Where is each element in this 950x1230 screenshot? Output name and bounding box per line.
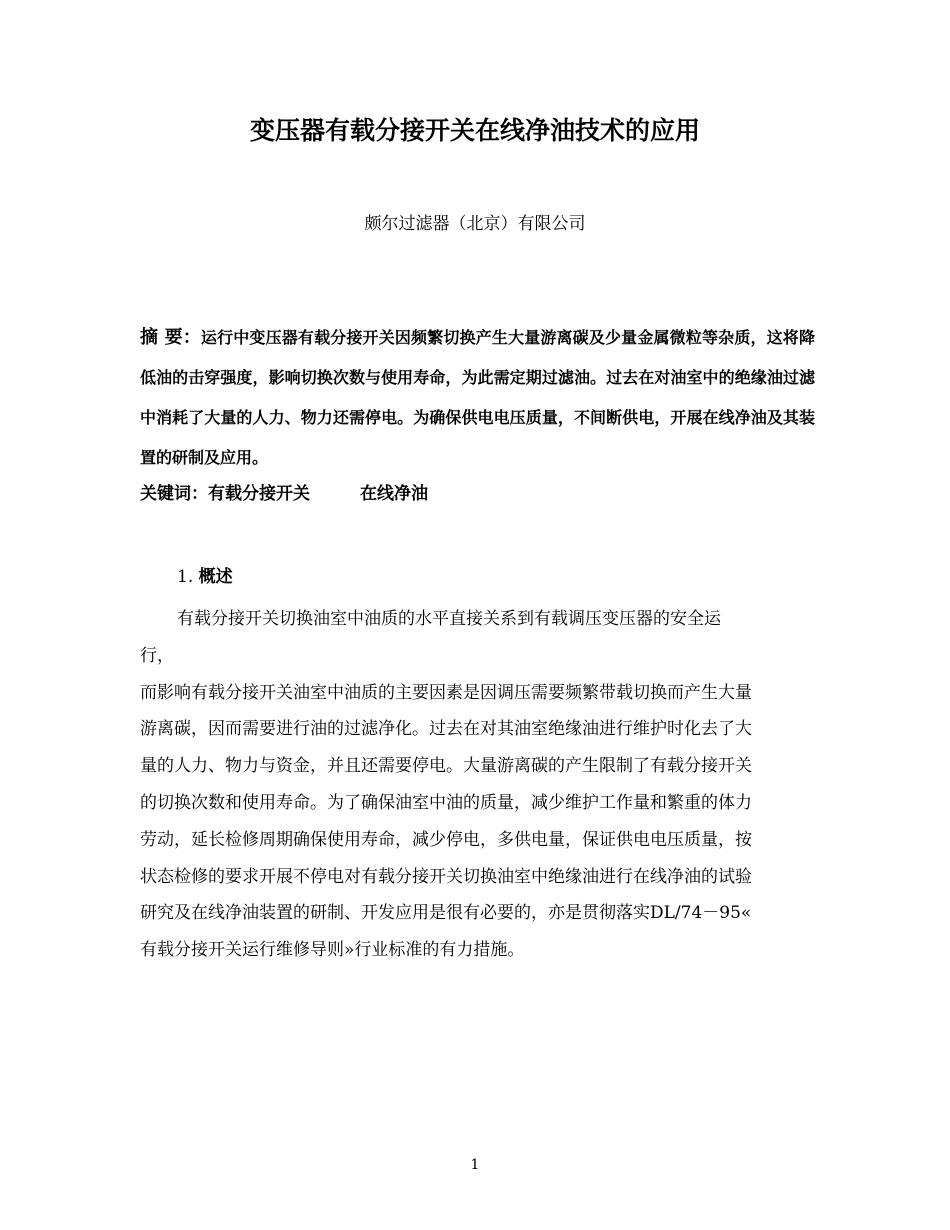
- section-heading: [177, 562, 233, 592]
- body-line: 研究及在线净油装置的研制、开发应用是很有必要的，亦是贯彻落实DL/74－95«: [140, 903, 752, 924]
- keyword-item: 有载分接开关: [208, 484, 310, 504]
- abstract: [140, 318, 815, 478]
- body-line: 而影响有载分接开关油室中油质的主要因素是因调压需要频繁带载切换而产生大量: [140, 682, 752, 703]
- author-line: 颇尔过滤器（北京）有限公司: [364, 214, 586, 234]
- body-line: 状态检修的要求开展不停电对有载分接开关切换油室中绝缘油进行在线净油的试验: [140, 866, 752, 887]
- section-body: [140, 601, 815, 969]
- keyword-item: 在线净油: [360, 484, 428, 504]
- body-line: 有载分接开关运行维修导则»行业标准的有力措施。: [140, 940, 525, 961]
- document-title: 变压器有载分接开关在线净油技术的应用: [249, 116, 700, 145]
- keywords: [140, 478, 815, 510]
- body-line: 有载分接开关切换油室中油质的水平直接关系到有载调压变压器的安全运: [177, 609, 721, 629]
- section-number: 1.: [177, 567, 194, 587]
- body-line: 游离碳，因而需要进行油的过滤净化。过去在对其油室绝缘油进行维护时化去了大: [140, 719, 752, 740]
- abstract-label: 摘 要：: [140, 327, 201, 348]
- body-line: 行，: [140, 645, 174, 666]
- section-title: 概述: [198, 567, 233, 587]
- page-number: 1: [470, 1157, 480, 1173]
- body-line: 劳动，延长检修周期确保使用寿命，减少停电，多供电量，保证供电电压质量，按: [140, 829, 752, 850]
- body-line: 的切换次数和使用寿命。为了确保油室中油的质量，减少维护工作量和繁重的体力: [140, 792, 752, 813]
- keywords-label: 关键词：: [140, 484, 208, 504]
- abstract-text: 运行中变压器有载分接开关因频繁切换产生大量游离碳及少量金属微粒等杂质，这将降低油的击穿强度，影响切换次数与使用寿命，为此需定期过滤油。过去在对油室中的绝缘油过滤中消耗了大量的人力、物力还需停电。为确保供电电压质量，不间断供电，开展在线净油及其装置的研制及应用。: [140, 328, 815, 467]
- body-line: 量的人力、物力与资金，并且还需要停电。大量游离碳的产生限制了有载分接开关: [140, 756, 752, 777]
